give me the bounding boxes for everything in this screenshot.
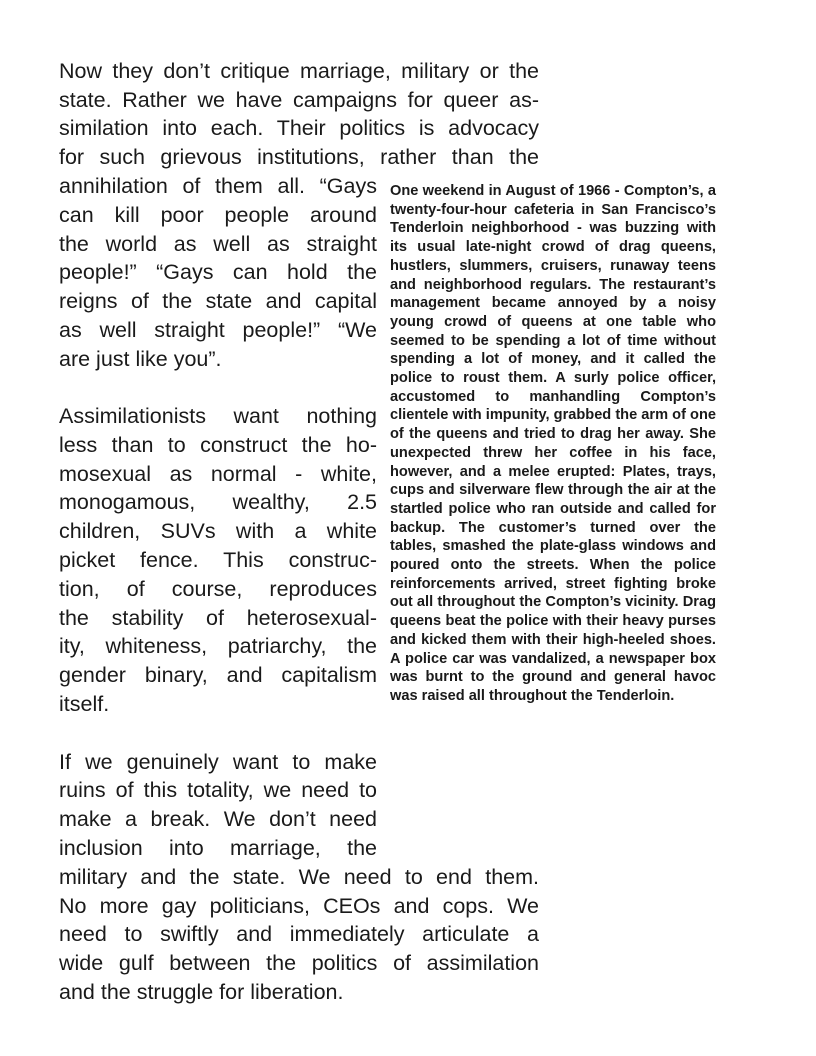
text-line: mosexual as normal - white, <box>59 462 377 486</box>
text-line: and the struggle for liberation. <box>59 980 344 1004</box>
text-line: need to swiftly and immediately articulate a <box>59 922 539 946</box>
text-line: annihilation of them all. “Gays <box>59 174 377 198</box>
text-line: ruins of this totality, we need to <box>59 778 377 802</box>
text-line: Now they don’t critique marriage, military or the <box>59 59 539 83</box>
text-line: as well straight people!” “We <box>59 318 377 342</box>
text-line: for such grievous institutions, rather than the <box>59 145 539 169</box>
sidebar-story: One weekend in August of 1966 - Compton’s, a twenty-four-hour cafeteria in San Francisco’s Tenderloin neighborhood - was buzzing with its usual late-night crowd of drag queens, hustlers, slummers, cruisers, runaway teens and neighborhood regulars. The restaurant’s management became annoyed by a noisy young crowd of queens at one table who seemed to be spending a lot of time without spending a lot of money, and it called the police to roust them. A surly police officer, accustomed to manhandling Compton’s clientele with impunity, grabbed the arm of one of the queens and tried to drag her away. She unexpected threw her coffee in his face, however, and a melee erupted: Plates, trays, cups and silverware flew through the air at the startled police who ran outside and called for backup. The customer’s turned over the tables, smashed the plate-glass windows and poured onto the streets. When the police reinforcements arrived, street fighting broke out all throughout the Compton’s vicinity. Drag queens beat the police with their heavy purses and kicked them with their high-heeled shoes. A police car was vandalized, a newspaper box was burnt to the ground and general havoc was raised all throughout the Tenderloin. <box>390 183 716 704</box>
text-line: the world as well as straight <box>59 232 377 256</box>
text-line: make a break. We don’t need <box>59 807 377 831</box>
text-line: people!” “Gays can hold the <box>59 260 377 284</box>
text-line: military and the state. We need to end them. <box>59 865 539 889</box>
text-line: picket fence. This construc- <box>59 548 377 572</box>
text-line: No more gay politicians, CEOs and cops. We <box>59 894 539 918</box>
text-line: itself. <box>59 692 110 716</box>
text-line: reigns of the state and capital <box>59 289 377 313</box>
text-line: tion, of course, reproduces <box>59 577 377 601</box>
text-line: similation into each. Their politics is advocacy <box>59 116 539 140</box>
text-line: less than to construct the ho- <box>59 433 377 457</box>
text-line: children, SUVs with a white <box>59 519 377 543</box>
text-line: inclusion into marriage, the <box>59 836 377 860</box>
text-line: ity, whiteness, patriarchy, the <box>59 634 377 658</box>
text-line: Assimilationists want nothing <box>59 404 377 428</box>
text-line: wide gulf between the politics of assimilation <box>59 951 539 975</box>
text-line: monogamous, wealthy, 2.5 <box>59 490 377 514</box>
text-line: If we genuinely want to make <box>59 750 377 774</box>
text-line: state. Rather we have campaigns for queer as- <box>59 88 539 112</box>
text-line: the stability of heterosexual- <box>59 606 377 630</box>
text-line: gender binary, and capitalism <box>59 663 377 687</box>
text-line: are just like you”. <box>59 347 222 371</box>
text-line: can kill poor people around <box>59 203 377 227</box>
